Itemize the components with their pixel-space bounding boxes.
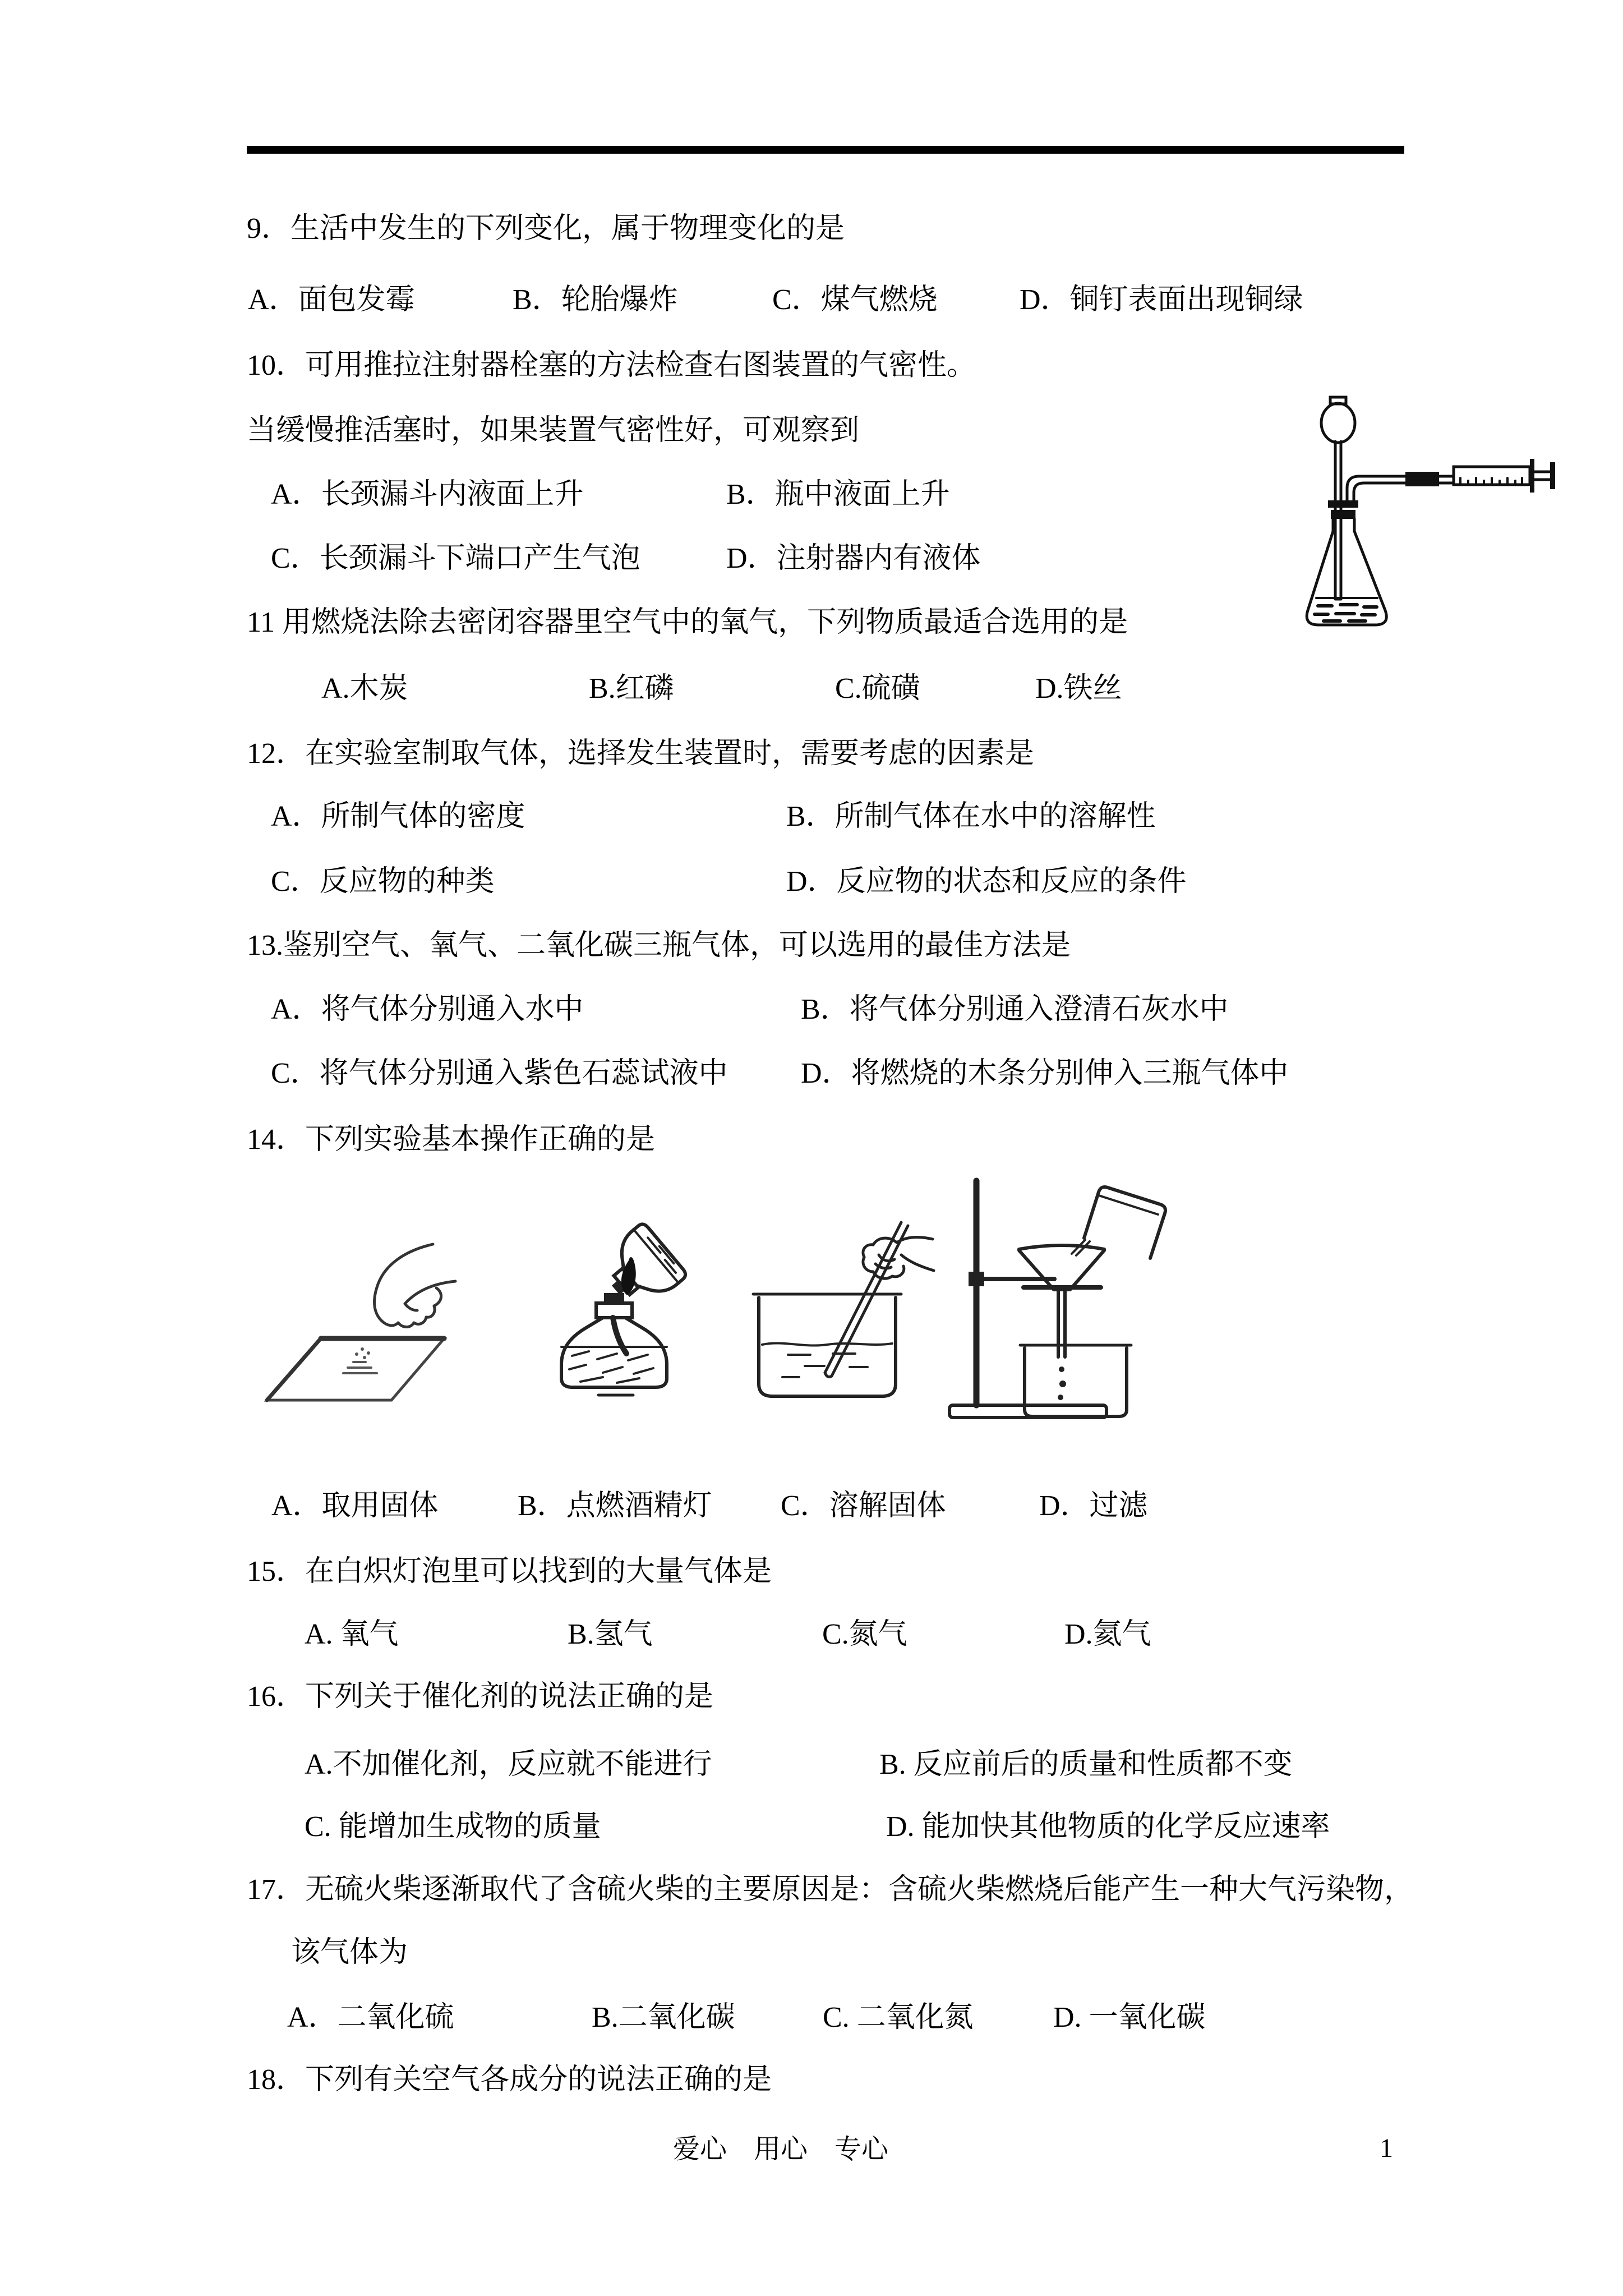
- question-12-option-c: C．反应物的种类: [271, 866, 495, 898]
- question-10-option-b: B．瓶中液面上升: [726, 478, 950, 510]
- question-14-option-d: D．过滤: [1039, 1490, 1148, 1522]
- question-15-option-b: B.氢气: [568, 1618, 653, 1650]
- question-17-option-d: D. 一氧化碳: [1053, 2001, 1206, 2033]
- question-14-option-a: A．取用固体: [271, 1490, 439, 1522]
- question-9-option-a: A．面包发霉: [248, 284, 415, 316]
- question-16-stem: 16．下列关于催化剂的说法正确的是: [247, 1681, 714, 1713]
- question-14-stem: 14．下列实验基本操作正确的是: [247, 1124, 656, 1156]
- question-11-stem: 11 用燃烧法除去密闭容器里空气中的氧气，下列物质最适合选用的是: [247, 606, 1128, 638]
- question-15-option-a: A. 氧气: [305, 1618, 399, 1650]
- tube-connector: [1405, 472, 1439, 486]
- filtrate-drops: [1058, 1366, 1066, 1400]
- conical-flask: [1307, 519, 1386, 625]
- question-12-option-d: D．反应物的状态和反应的条件: [786, 866, 1187, 898]
- question-16-option-b: B. 反应前后的质量和性质都不变: [879, 1749, 1293, 1780]
- question-17-option-c: C. 二氧化氮: [823, 2001, 974, 2033]
- question-17-stem-line2: 该气体为: [291, 1936, 408, 1968]
- solid-transfer-figure: [258, 1234, 494, 1414]
- question-11-option-d: D.铁丝: [1035, 673, 1122, 705]
- liquid: [762, 1343, 892, 1377]
- alcohol-lamp: [561, 1293, 667, 1395]
- question-14-option-b: B．点燃酒精灯: [518, 1490, 712, 1522]
- question-11-option-c: C.硫磺: [835, 673, 920, 705]
- question-10-option-c: C．长颈漏斗下端口产生气泡: [271, 542, 640, 574]
- powder-pile: [343, 1362, 377, 1373]
- question-10-stem-line2: 当缓慢推活塞时，如果装置气密性好，可观察到: [247, 415, 860, 447]
- question-16-option-a: A.不加催化剂，反应就不能进行: [305, 1749, 712, 1780]
- header-rule: [247, 146, 1404, 154]
- question-11-option-b: B.红磷: [589, 673, 674, 705]
- question-12-option-b: B．所制气体在水中的溶解性: [786, 800, 1156, 832]
- hand: [375, 1244, 455, 1327]
- question-10-stem-line1: 10．可用推拉注射器栓塞的方法检查右图装置的气密性。: [247, 349, 976, 381]
- question-17-option-a: A．二氧化硫: [287, 2001, 454, 2033]
- question-12-stem: 12．在实验室制取气体，选择发生装置时，需要考虑的因素是: [247, 738, 1035, 770]
- funnel-bulb: [1321, 403, 1355, 443]
- question-16-option-c: C. 能增加生成物的质量: [305, 1811, 601, 1843]
- footer-motto: 爱心 用心 专心: [673, 2134, 889, 2164]
- question-15-stem: 15．在白炽灯泡里可以找到的大量气体是: [247, 1556, 772, 1588]
- alcohol-lamp-lighting-figure: [519, 1209, 709, 1422]
- question-15-option-c: C.氮气: [822, 1618, 907, 1650]
- question-9-stem: 9．生活中发生的下列变化，属于物理变化的是: [247, 213, 845, 245]
- question-9-option-c: C．煤气燃烧: [772, 284, 938, 316]
- ring-stand: [949, 1181, 1106, 1418]
- question-13-option-a: A．将气体分别通入水中: [271, 993, 584, 1025]
- question-10-option-a: A．长颈漏斗内液面上升: [271, 478, 584, 510]
- question-15-option-d: D.氦气: [1064, 1618, 1151, 1650]
- filtration-figure: [939, 1170, 1186, 1439]
- question-14-option-c: C．溶解固体: [781, 1490, 946, 1522]
- funnel: [1019, 1245, 1104, 1357]
- question-9-option-d: D．铜钉表面出现铜绿: [1020, 284, 1303, 316]
- stirring-beaker-figure: [721, 1203, 939, 1422]
- question-17-stem-line1: 17．无硫火柴逐渐取代了含硫火柴的主要原因是：含硫火柴燃烧后能产生一种大气污染物，: [247, 1874, 1414, 1906]
- flask-liquid: [1315, 598, 1377, 621]
- question-13-option-c: C．将气体分别通入紫色石蕊试液中: [271, 1057, 728, 1089]
- syringe: [1454, 459, 1555, 493]
- question-9-option-b: B．轮胎爆炸: [513, 284, 678, 316]
- question-13-option-b: B．将气体分别通入澄清石灰水中: [801, 993, 1229, 1025]
- question-10-option-d: D．注射器内有液体: [726, 542, 981, 574]
- page-number: 1: [1380, 2133, 1393, 2163]
- question-11-option-a: A.木炭: [321, 673, 408, 705]
- stopper: [1328, 500, 1358, 519]
- question-18-stem: 18．下列有关空气各成分的说法正确的是: [247, 2064, 772, 2096]
- question-17-option-b: B.二氧化碳: [592, 2001, 735, 2033]
- question-12-option-a: A．所制气体的密度: [271, 800, 525, 832]
- question-13-stem: 13.鉴别空气、氧气、二氧化碳三瓶气体，可以选用的最佳方法是: [247, 930, 1071, 961]
- question-16-option-d: D. 能加快其他物质的化学反应速率: [886, 1811, 1330, 1843]
- gas-tightness-apparatus-figure: [1301, 393, 1559, 634]
- question-13-option-d: D．将燃烧的木条分别伸入三瓶气体中: [801, 1057, 1289, 1089]
